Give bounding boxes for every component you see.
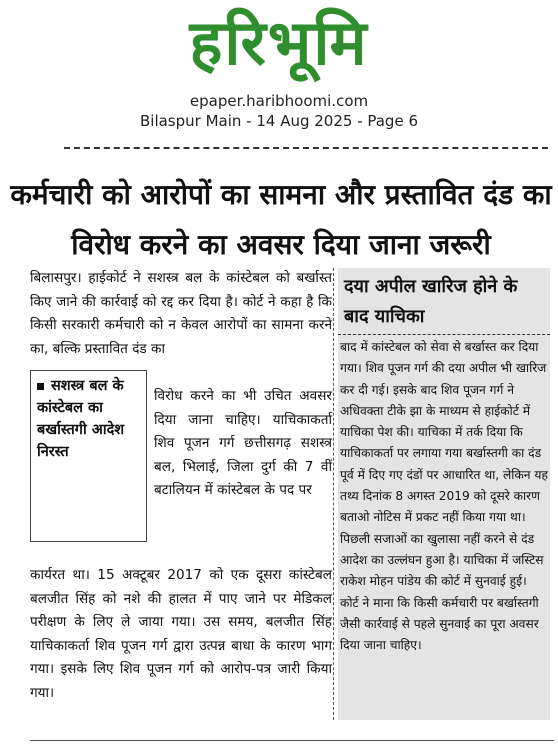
- bottom-rule: [30, 740, 554, 741]
- bullet-icon: [37, 383, 44, 390]
- newspaper-logo: हरिभूमि: [189, 6, 369, 79]
- paragraph-text: बिलासपुर। हाईकोर्ट ने सशस्त्र बल के कांस्टेबल को बर्खास्त किए जाने की कार्रवाई को रद्द कर दिया है। कोर्ट ने कहा है कि किसी सरकारी कर्मचारी को न केवल आरोपों का सामना करने का, बल्कि प्रस्तावित दंड का: [30, 270, 332, 357]
- article-paragraph-wrap: [154, 385, 332, 503]
- paragraph-text: विरोध करने का भी उचित अवसर दिया जाना चाहिए। याचिकाकर्ता शिव पूजन गर्ग छत्तीसगढ़ सशस्त्र बल, भिलाई, जिला दुर्ग की 7 वीं बटालियन में कांस्टेबल के पद पर: [154, 388, 332, 498]
- subheading: दया अपील खारिज होने के बाद याचिका: [344, 276, 518, 327]
- column-divider: [333, 268, 334, 720]
- highlight-text: सशस्त्र बल के कांस्टेबल का बर्खास्तगी आदेश निरस्त: [37, 378, 125, 460]
- side-column: [338, 268, 550, 720]
- article-paragraph-intro: [30, 267, 332, 361]
- paragraph-text: कार्यरत था। 15 अक्टूबर 2017 को एक दूसरा कांस्टेबल बलजीत सिंह को नशे की हालत में पाए जाने पर मेडिकल परीक्षण के लिए ले जाया गया। उस समय, बलजीत सिंह याचिकाकर्ता शिव पूजन गर्ग द्वारा उत्पन्न बाधा के कारण भाग गया। इसके लिए शिव पूजन गर्ग को आरोप-पत्र जारी किया गया।: [30, 567, 332, 701]
- masthead: [0, 0, 558, 88]
- side-column-body: बाद में कांस्टेबल को सेवा से बर्खास्त कर दिया गया। शिव पूजन गर्ग की दया अपील भी खारिज कर दी गई। इसके बाद शिव पूजन गर्ग ने अधिवक्ता टीके झा के माध्यम से हाईकोर्ट में याचिका पेश की। याचिका में तर्क दिया कि याचिकाकर्ता पर लगाया गया बर्खास्तगी का दंड पूर्व में दिए गए दंडों पर आधारित था, लेकिन यह तथ्य दिनांक 8 अगस्त 2019 को दूसरे कारण बताओ नोटिस में प्रकट नहीं किया गया था। पिछली सजाओं का खुलासा नहीं करने से दंड आदेश का उल्लंघन हुआ है। याचिका में जस्टिस राकेश मोहन पांडेय की कोर्ट में सुनवाई हुई। कोर्ट ने माना कि किसी कर्मचारी पर बर्खास्तगी जैसी कार्रवाई से पहले सुनवाई का पूरा अवसर दिया जाना चाहिए।: [340, 340, 548, 653]
- separator-dashes: [64, 147, 548, 149]
- epaper-url: epaper.haribhoomi.com: [189, 92, 369, 110]
- article-headline: कर्मचारी को आरोपों का सामना और प्रस्तावित दंड का विरोध करने का अवसर दिया जाना जरूरी: [10, 178, 552, 261]
- edition-info: Bilaspur Main - 14 Aug 2025 - Page 6: [139, 112, 418, 130]
- highlight-box: [30, 370, 147, 542]
- article-paragraph-continued: [30, 564, 332, 705]
